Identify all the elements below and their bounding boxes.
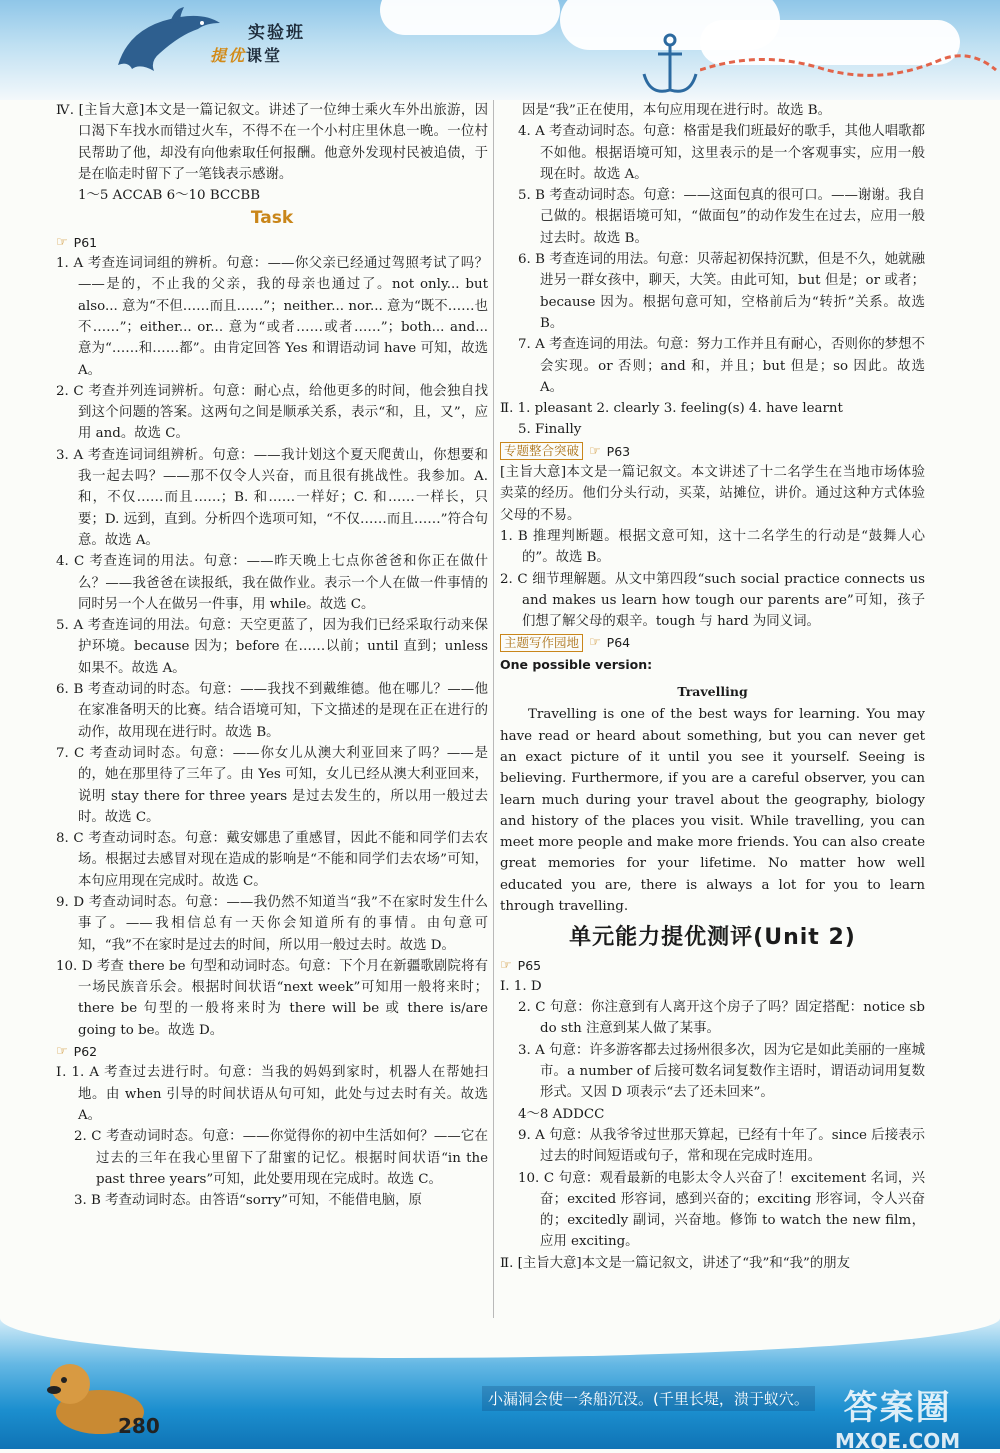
answer-paragraph: 9. D 考查动词时态。句意：——我仍然不知道当“我”不在家时发生什么事了。——我相信总有一天你会知道所有的事情。由句意可知，“我”不在家时是过去的时间，所以用一般过去时。故选 D。 [56,894,488,953]
answer-paragraph: 8. C 考查动词时态。句意：戴安娜患了重感冒，因此不能和同学们去农场。根据过去感冒对现在造成的影响是“不能和同学们去农场”可知，本句应用现在完成时。故选 C。 [56,831,488,889]
cloud-decoration [380,0,560,35]
pointing-hand-icon: ☞ [56,234,68,250]
page-reference [500,632,925,653]
section-tag: 专题整合突破 [500,442,583,460]
page-reference [500,441,925,462]
answer-paragraph: 3. B 考查动词时态。由答语“sorry”可知，不能借电脑，原 [74,1193,422,1209]
answer-paragraph: 2. C 考查并列连词辨析。句意：耐心点，给他更多的时间，他会独自找到这个问题的答案。这两句之间是顺承关系，表示“和，且，又”，应用 and。故选 C。 [56,383,488,442]
answer-paragraph: Ⅰ. 1. A 考查过去进行时。句意：当我的妈妈到家时，机器人在帮她扫地。由 when 引导的时间状语从句可知，此处与过去时有关。故选 A。 [56,1065,488,1123]
essay-title: Travelling [677,684,748,700]
pointing-hand-icon: ☞ [56,1044,68,1060]
pointing-hand-icon: ☞ [589,443,601,459]
page-number: 280 [118,1414,160,1438]
answer-paragraph: 1. A 考查连词词组的辨析。句意：——你父亲已经通过驾照考试了吗？——是的，不止我的父亲，我的母亲也通过了。not only... but also... 意为“不但……而且……”；neither... nor... 意为“既不……也不……”；either... or... 意为“或者……或者……”；both... and... 意为“……和……都”。由肯定回答 Yes 和谓语动词 have 可知，故选 A。 [56,256,488,378]
answer-paragraph: 1. B 推理判断题。根据文意可知，这十二名学生的行动是“鼓舞人心的”。故选 B。 [500,528,925,566]
answer-paragraph: 7. A 考查连词的用法。句意：努力工作并且有耐心，否则你的梦想不会实现。or 否则；and 和，并且；but 但是；so 因此。故选 A。 [518,337,925,395]
answer-paragraph: 因是“我”正在使用，本句应用现在进行时。故选 B。 [522,103,831,118]
page-ref-label: P61 [73,234,98,250]
answer-paragraph: 3. A 考查连词词组辨析。句意：——我计划这个夏天爬黄山，你想要和我一起去吗？——那不仅令人兴奋，而且很有挑战性。我参加。A. 和，不仅……而且……；B. 和……一样好；C. 和……一样长，只要；D. 远到，直到。分析四个选项可知，“不仅……而且……”符合句意。故选 A。 [56,447,488,548]
watermark-en: MXQE.COM [835,1429,961,1453]
footer-proverb: 小漏洞会使一条船沉没。(千里长堤，溃于蚁穴。 [482,1386,815,1411]
page-ref-label: P65 [517,957,542,973]
answer-paragraph: 10. C 句意：观看最新的电影太令人兴奋了！excitement 名词，兴奋；excited 形容词，感到兴奋的；exciting 形容词，令人兴奋的；excitedly 副词，兴奋地。修饰 to watch the new film，应用 exciting。 [518,1170,925,1250]
page-reference [500,955,925,976]
page-ref-label: P63 [606,443,631,459]
brand-line-2 [210,43,305,66]
answer-paragraph: 2. C 考查动词时态。句意：——你觉得你的初中生活如何？——它在过去的三年在我心里留下了甜蜜的记忆。根据时间状语“in the past three years”可知，此处要用现在完成时。故选 C。 [74,1129,488,1187]
rope-decoration [700,40,1000,100]
answer-paragraph: 4. C 考查连词的用法。句意：——昨天晚上七点你爸爸和你正在做什么？——我爸爸在读报纸，我在做作业。表示一个人在做一件事情的同时另一个人在做另一件事，用 while。故选 C。 [56,554,488,612]
anchor-icon [630,30,710,100]
page-header-banner [0,0,1000,100]
column-divider [493,100,494,1320]
brand-highlight: 提优 [210,46,247,65]
answer-paragraph: Ⅱ. 1. pleasant 2. clearly 3. feeling(s) 4. have learnt [500,401,843,417]
brand-logo [210,18,305,66]
watermark [835,1380,960,1453]
unit-test-title: 单元能力提优测评(Unit 2) [569,925,856,951]
answer-paragraph: 5. B 考查动词时态。句意：——这面包真的很可口。——谢谢。我自己做的。根据语境可知，“做面包”的动作发生在过去，应用一般过去时。故选 B。 [518,188,925,246]
section-tag: 主题写作园地 [500,634,583,652]
answer-paragraph: 9. A 句意：从我爷爷过世那天算起，已经有十年了。since 后接表示过去的时间短语或句子，常和现在完成时连用。 [518,1127,925,1165]
essay-body: Travelling is one of the best ways for learning. You may have read or heard about something, but you can never get an exact picture of it until you see it yourself. Seeing is believing. Furthermore, if you are a careful observer, you can learn much during your travel about the geography, biology and history of the places you visit. While travelling, you can meet more people and make more friends. You can also create great memories for your lifetime. No matter how well educated you are, there is always a lot for you to learn through travelling. [500,707,925,914]
answer-paragraph: 4～8 ADDCC [518,1106,605,1122]
answer-paragraph: 2. C 细节理解题。从文中第四段“such social practice connects us and makes us learn how tough our parents are”可知，孩子们想了解父母的艰辛。tough 与 hard 为同义词。 [500,571,925,630]
wave-edge [0,1318,1000,1358]
answer-paragraph: 6. B 考查动词的时态。句意：——我找不到戴维德。他在哪儿？——他在家准备明天的比赛。结合语境可知，下文描述的是现在正在进行的动作，故用现在进行时。故选 B。 [56,682,488,740]
answer-paragraph: Ⅱ. [主旨大意]本文是一篇记叙文，讲述了“我”和“我”的朋友 [500,1255,851,1271]
version-label: One possible version: [500,656,653,672]
left-column [56,100,488,1211]
answer-paragraph: 5. A 考查连词的用法。句意：天空更蓝了，因为我们已经采取行动来保护环境。because 因为；before 在……以前；until 直到；unless 如果不。故选 A。 [56,618,488,676]
pointing-hand-icon: ☞ [589,635,601,651]
right-column [500,100,925,1274]
page-ref-label: P64 [606,635,631,651]
page-ref-label: P62 [73,1044,98,1060]
pointing-hand-icon: ☞ [500,957,512,973]
answer-paragraph: 2. C 句意：你注意到有人离开这个房子了吗？固定搭配：notice sb do sth 注意到某人做了某事。 [518,1000,925,1037]
page-reference [56,232,488,253]
section-heading: Task [250,208,294,229]
answer-paragraph: 4. A 考查动词时态。句意：格雷是我们班最好的歌手，其他人唱歌都不如他。根据语境可知，这里表示的是一个客观事实，应用一般现在时。故选 A。 [518,124,925,182]
answer-paragraph: 3. A 句意：许多游客都去过扬州很多次，因为它是如此美丽的一座城市。a number of 后接可数名词复数作主语时，谓语动词用复数形式。又因 D 项表示“去了还未回来”。 [518,1042,925,1101]
watermark-cn: 答案圈 [843,1388,952,1428]
answer-paragraph: Ⅰ. 1. D [500,978,542,994]
page-reference [56,1041,488,1062]
answer-paragraph: 1～5 ACCAB 6～10 BCCBB [78,188,261,204]
brand-line-1: 实验班 [248,23,305,43]
answer-paragraph: 5. Finally [518,422,582,438]
answer-paragraph: Ⅳ. [主旨大意]本文是一篇记叙文。讲述了一位绅士乘火车外出旅游，因口渴下车找水而错过火车，不得不在一个小村庄里休息一晚。一位村民帮助了他，却没有向他索取任何报酬。他意外发现村民被追债，于是在临走时留下了一笔钱表示感谢。 [56,103,488,182]
answer-paragraph: [主旨大意]本文是一篇记叙文。本文讲述了十二名学生在当地市场体验卖菜的经历。他们分头行动，买菜，站摊位，讲价。通过这种方式体验父母的不易。 [500,465,925,523]
answer-paragraph: 7. C 考查动词时态。句意：——你女儿从澳大利亚回来了吗？——是的，她在那里待了三年了。由 Yes 可知，女儿已经从澳大利亚回来，说明 stay there for three years 是过去发生的，所以用一般过去时。故选 C。 [56,745,488,825]
brand-suffix: 课堂 [246,46,283,65]
answer-paragraph: 6. B 考查连词的用法。句意：贝蒂起初保持沉默，但是不久，她就融进另一群女孩中，聊天，大笑。由此可知，but 但是；or 或者；because 因为。根据句意可知，空格前后为“转折”关系。故选 B。 [518,252,925,331]
answer-paragraph: 10. D 考查 there be 句型和动词时态。句意：下个月在新疆歌剧院将有一场民族音乐会。根据时间状语“next week”可知用一般将来时；there be 句型的一般将来时为 there will be 或 there is/are going to be。故选 D。 [56,958,488,1038]
